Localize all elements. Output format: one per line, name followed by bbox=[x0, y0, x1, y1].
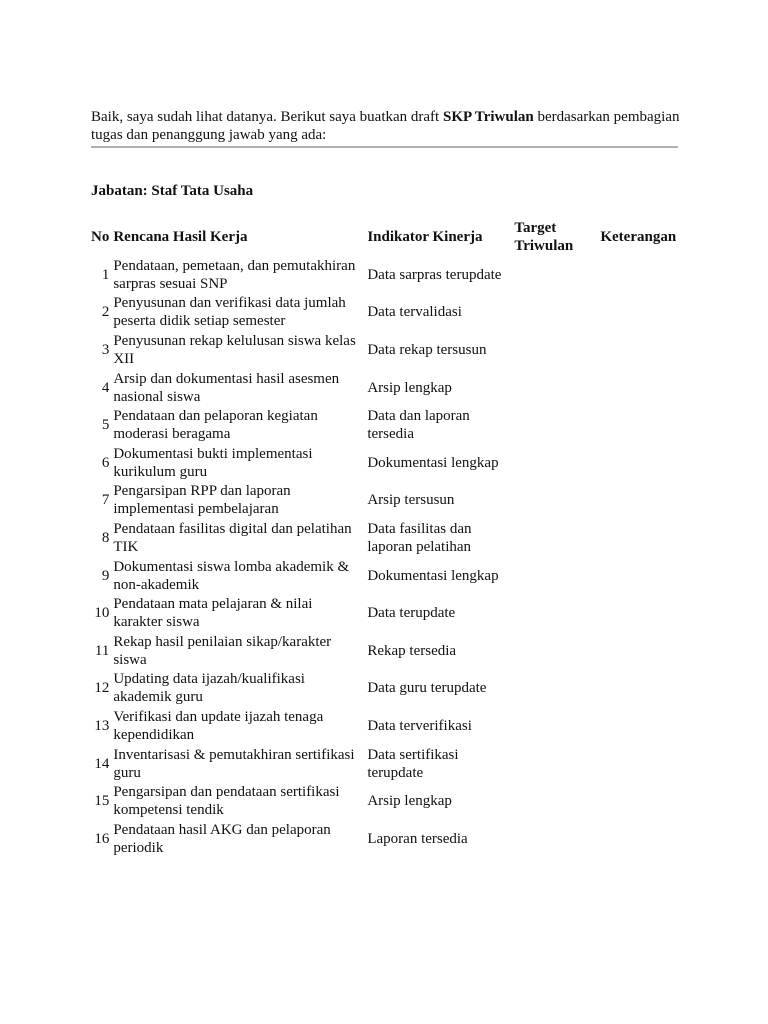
cell-no: 6 bbox=[101, 454, 110, 471]
cell-rencana: Updating data ijazah/kualifikasi akademik guru bbox=[113, 671, 305, 706]
cell-target bbox=[512, 369, 598, 407]
intro-bold-title: SKP Triwulan bbox=[442, 109, 534, 125]
cell-no: 16 bbox=[94, 830, 110, 847]
cell-target bbox=[512, 482, 598, 520]
cell-no: 1 bbox=[101, 266, 110, 283]
cell-rencana: Pengarsipan RPP dan laporan implementasi pembelajaran bbox=[113, 483, 291, 518]
table-row bbox=[89, 331, 680, 369]
table-row bbox=[89, 519, 680, 557]
cell-indikator: Data terupdate bbox=[367, 605, 456, 622]
cell-target bbox=[512, 557, 598, 595]
cell-no: 7 bbox=[101, 492, 110, 509]
cell-keterangan bbox=[598, 294, 680, 332]
cell-indikator: Rekap tersedia bbox=[367, 642, 457, 659]
cell-keterangan bbox=[598, 632, 680, 670]
table-row bbox=[89, 406, 680, 444]
intro-text-after: berdasarkan pembagian tugas dan penanggung jawab yang ada: bbox=[91, 109, 680, 143]
table-row bbox=[89, 594, 680, 632]
cell-no: 15 bbox=[94, 793, 110, 810]
cell-no: 5 bbox=[101, 417, 110, 434]
cell-keterangan bbox=[598, 707, 680, 745]
cell-indikator: Data dan laporan tersedia bbox=[367, 408, 470, 443]
cell-rencana: Pendataan mata pelajaran & nilai karakter siswa bbox=[113, 596, 313, 631]
cell-keterangan bbox=[598, 820, 680, 858]
cell-indikator: Data terverifikasi bbox=[367, 717, 472, 734]
table-row bbox=[89, 444, 680, 482]
cell-keterangan bbox=[598, 782, 680, 820]
cell-target bbox=[512, 745, 598, 783]
cell-no: 11 bbox=[94, 642, 110, 659]
header-target-triwulan: Target Triwulan bbox=[514, 220, 574, 254]
cell-keterangan bbox=[598, 331, 680, 369]
cell-target bbox=[512, 256, 598, 294]
cell-no: 2 bbox=[101, 304, 110, 321]
cell-indikator: Data fasilitas dan laporan pelatihan bbox=[367, 520, 472, 555]
table-row bbox=[89, 294, 680, 332]
cell-no: 9 bbox=[101, 567, 110, 584]
cell-rencana: Pendataan fasilitas digital dan pelatihan TIK bbox=[113, 520, 352, 555]
cell-target bbox=[512, 406, 598, 444]
skp-table bbox=[89, 218, 680, 858]
cell-keterangan bbox=[598, 444, 680, 482]
table-row bbox=[89, 557, 680, 595]
cell-keterangan bbox=[598, 519, 680, 557]
table-row bbox=[89, 745, 680, 783]
cell-indikator: Arsip tersusun bbox=[367, 492, 455, 509]
cell-indikator: Arsip lengkap bbox=[367, 793, 452, 810]
cell-indikator: Arsip lengkap bbox=[367, 379, 452, 396]
table-row bbox=[89, 782, 680, 820]
cell-rencana: Dokumentasi bukti implementasi kurikulum guru bbox=[113, 445, 313, 480]
cell-no: 14 bbox=[94, 755, 110, 772]
cell-rencana: Dokumentasi siswa lomba akademik & non-akademik bbox=[113, 558, 350, 593]
cell-keterangan bbox=[598, 256, 680, 294]
cell-keterangan bbox=[598, 745, 680, 783]
table-row bbox=[89, 820, 680, 858]
horizontal-divider bbox=[91, 146, 678, 148]
cell-target bbox=[512, 782, 598, 820]
header-indikator-kinerja: Indikator Kinerja bbox=[367, 229, 483, 245]
table-body bbox=[89, 256, 680, 858]
header-no: No bbox=[91, 229, 110, 245]
cell-target bbox=[512, 444, 598, 482]
cell-indikator: Dokumentasi lengkap bbox=[367, 454, 499, 471]
header-keterangan: Keterangan bbox=[600, 229, 677, 245]
table-row bbox=[89, 670, 680, 708]
cell-rencana: Arsip dan dokumentasi hasil asesmen nasional siswa bbox=[113, 370, 340, 405]
cell-keterangan bbox=[598, 369, 680, 407]
cell-target bbox=[512, 294, 598, 332]
jabatan-heading: Jabatan: Staf Tata Usaha bbox=[91, 183, 254, 199]
cell-keterangan bbox=[598, 594, 680, 632]
table-header-row bbox=[89, 218, 680, 256]
cell-indikator: Data sertifikasi terupdate bbox=[367, 746, 459, 781]
cell-keterangan bbox=[598, 406, 680, 444]
cell-target bbox=[512, 820, 598, 858]
cell-rencana: Pengarsipan dan pendataan sertifikasi kompetensi tendik bbox=[113, 784, 340, 819]
cell-indikator: Laporan tersedia bbox=[367, 830, 468, 847]
table-row bbox=[89, 482, 680, 520]
cell-no: 13 bbox=[94, 717, 110, 734]
cell-target bbox=[512, 707, 598, 745]
cell-keterangan bbox=[598, 557, 680, 595]
intro-text-before: Baik, saya sudah lihat datanya. Berikut saya buatkan draft bbox=[91, 109, 443, 125]
cell-indikator: Dokumentasi lengkap bbox=[367, 567, 499, 584]
cell-rencana: Pendataan, pemetaan, dan pemutakhiran sarpras sesuai SNP bbox=[113, 257, 356, 292]
cell-target bbox=[512, 594, 598, 632]
cell-target bbox=[512, 519, 598, 557]
cell-no: 4 bbox=[101, 379, 110, 396]
cell-indikator: Data guru terupdate bbox=[367, 680, 487, 697]
cell-target bbox=[512, 331, 598, 369]
header-rencana-hasil-kerja: Rencana Hasil Kerja bbox=[113, 229, 248, 245]
cell-target bbox=[512, 670, 598, 708]
cell-no: 8 bbox=[101, 529, 110, 546]
table-row bbox=[89, 632, 680, 670]
cell-rencana: Penyusunan rekap kelulusan siswa kelas XII bbox=[113, 332, 356, 367]
cell-rencana: Pendataan dan pelaporan kegiatan moderasi beragama bbox=[113, 408, 318, 443]
cell-rencana: Inventarisasi & pemutakhiran sertifikasi guru bbox=[113, 746, 355, 781]
cell-keterangan bbox=[598, 482, 680, 520]
table-row bbox=[89, 256, 680, 294]
cell-target bbox=[512, 632, 598, 670]
cell-rencana: Pendataan hasil AKG dan pelaporan periodik bbox=[113, 821, 331, 856]
cell-rencana: Rekap hasil penilaian sikap/karakter siswa bbox=[113, 633, 332, 668]
intro-paragraph bbox=[91, 108, 691, 144]
table-row bbox=[89, 369, 680, 407]
table-row bbox=[89, 707, 680, 745]
cell-no: 10 bbox=[94, 605, 110, 622]
cell-rencana: Verifikasi dan update ijazah tenaga kependidikan bbox=[113, 708, 324, 743]
cell-keterangan bbox=[598, 670, 680, 708]
cell-indikator: Data tervalidasi bbox=[367, 304, 462, 321]
cell-no: 3 bbox=[101, 341, 110, 358]
cell-indikator: Data rekap tersusun bbox=[367, 341, 487, 358]
cell-no: 12 bbox=[94, 680, 110, 697]
cell-rencana: Penyusunan dan verifikasi data jumlah peserta didik setiap semester bbox=[113, 295, 346, 330]
cell-indikator: Data sarpras terupdate bbox=[367, 266, 502, 283]
